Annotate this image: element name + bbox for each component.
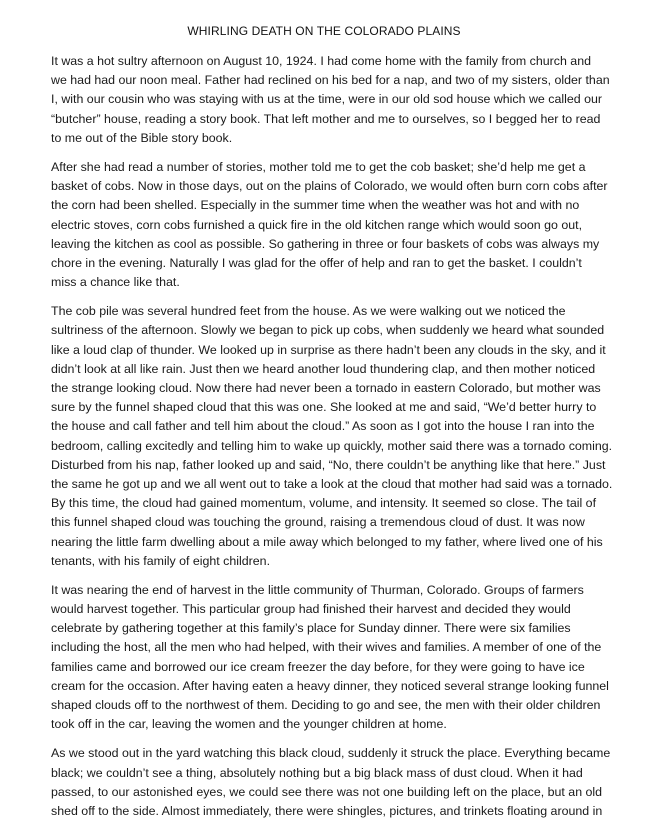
text-line: bedroom, calling excitedly and telling him to wake up quickly, mother said there was a tornado coming. [51, 438, 613, 453]
text-line: “butcher” house, reading a story book. That left mother and me to ourselves, so I begged her to read [51, 111, 601, 126]
text-line: black; we couldn’t see a thing, absolutely nothing but a big black mass of dust cloud. When it had [51, 765, 583, 780]
text-line: After she had read a number of stories, mother told me to get the cob basket; she’d help me get a [51, 159, 586, 174]
text-line: sure by the funnel shaped cloud that this was one. She looked at me and said, “We’d better hurry to [51, 400, 597, 415]
text-line: I, with our cousin who was staying with us at the time, were in our old sod house which we called our [51, 92, 602, 107]
text-line: shaped clouds off to the northwest of them. Deciding to go and see, the men with their older children [51, 698, 601, 712]
document-body [51, 52, 631, 831]
paragraph-5 [51, 744, 631, 821]
text-line: cream for the occasion. After having eaten a heavy dinner, they noticed several strange looking funnel [51, 678, 609, 693]
text-line: this funnel shaped cloud was touching the ground, raising a tremendous cloud of dust. It was now [51, 515, 585, 530]
paragraph-1 [51, 52, 631, 148]
text-line: It was a hot sultry afternoon on August 10, 1924. I had come home with the family from church and [51, 54, 591, 68]
text-line: to me out of the Bible story book. [51, 130, 233, 145]
text-line: the corn had been shelled. Especially in the summer time when the weather was hot and with no [51, 198, 580, 213]
text-line: didn’t look at all like rain. Just then we heard another loud thundering clap, and then mother noticed [51, 361, 596, 376]
text-line: the house and call father and tell him about the cloud.” As soon as I got into the house I ran into the [51, 419, 595, 434]
text-line: Disturbed from his nap, father looked up and said, “No, there couldn’t be anything like that here.” Just [51, 457, 606, 472]
text-line: As we stood out in the yard watching this black cloud, suddenly it struck the place. Everything became [51, 746, 611, 761]
text-line: basket of cobs. Now in those days, out on the plains of Colorado, we would often burn corn cobs after [51, 179, 608, 194]
text-line: shed off to the side. Almost immediately, there were shingles, pictures, and trinkets floating around in [51, 803, 603, 818]
text-line: like a loud clap of thunder. We looked up in surprise as there hadn’t been any clouds in the sky, and it [51, 342, 606, 357]
text-line: the strange looking cloud. Now there had never been a tornado in eastern Colorado, but mother was [51, 381, 601, 395]
text-line: passed, to our astonished eyes, we could see there was not one building left on the place, but an old [51, 784, 603, 799]
paragraph-4 [51, 581, 631, 735]
text-line: we had had our noon meal. Father had reclined on his bed for a nap, and two of my sisters, older than [51, 73, 610, 88]
paragraph-2 [51, 158, 631, 292]
text-line: celebrate by gathering together at this family’s place for Sunday dinner. There were six families [51, 621, 571, 636]
paragraph-3 [51, 302, 631, 571]
text-line: electric stoves, corn cobs furnished a quick fire in the old kitchen range which would soon go out, [51, 217, 583, 232]
text-line: tenants, with his family of eight children. [51, 553, 271, 568]
text-line: miss a chance like that. [51, 275, 180, 290]
text-line: The cob pile was several hundred feet from the house. As we were walking out we noticed the [51, 304, 566, 319]
text-line: By this time, the cloud had gained momentum, volume, and intensity. It seemed so close. The tail of [51, 496, 597, 511]
text-line: chore in the evening. Naturally I was glad for the offer of help and ran to get the basket. I couldn’t [51, 255, 582, 270]
document-title: WHIRLING DEATH ON THE COLORADO PLAINS [187, 24, 461, 38]
text-line: sultriness of the afternoon. Slowly we began to pick up cobs, when suddenly we heard what sounded [51, 323, 605, 338]
text-line: including the host, all the men who had helped, with their wives and families. A member of one of the [51, 640, 602, 655]
text-line: nearing the little farm dwelling about a mile away which belonged to my father, where lived one of his [51, 534, 603, 549]
text-line: the same he got up and we all went out to take a look at the cloud that mother had said was a tornado. [51, 476, 613, 491]
text-line: leaving the kitchen as cool as possible. So gathering in three or four baskets of cobs was always my [51, 236, 600, 251]
text-line: took off in the car, leaving the women and the younger children at home. [51, 717, 447, 732]
text-line: It was nearing the end of harvest in the little community of Thurman, Colorado. Groups of farmers [51, 582, 584, 597]
text-line: families came and borrowed our ice cream freezer the day before, for they were going to have ice [51, 659, 585, 674]
text-line: would harvest together. This particular group had finished their harvest and decided they would [51, 602, 571, 617]
